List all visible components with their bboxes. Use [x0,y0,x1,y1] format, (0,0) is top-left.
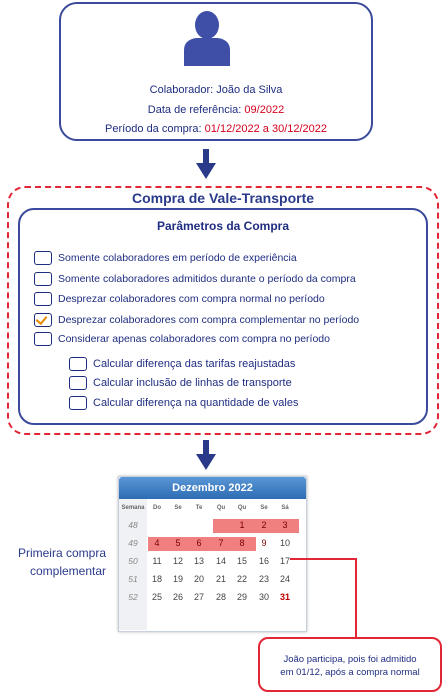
calendar-day[interactable]: 30 [258,592,269,602]
calendar-day[interactable]: 25 [151,592,162,602]
calendar-week-number: 51 [128,574,138,584]
checkbox[interactable] [34,292,52,306]
calendar-day[interactable]: 7 [218,538,224,548]
calendar-day-name: Qu [237,505,247,511]
reference-value: 09/2022 [244,104,285,116]
calendar-day-name: Do [153,505,161,511]
calendar-day[interactable]: 13 [193,556,204,566]
connector-line [290,558,360,640]
calendar [118,476,307,632]
option-label: Somente colaboradores admitidos durante o período da compra [58,273,356,285]
first-complementary-label [2,544,106,580]
sub-option-label: Calcular diferença na quantidade de vales [93,397,299,409]
calendar-day[interactable]: 11 [152,556,162,566]
option-row[interactable] [34,332,330,346]
first-buy-line-2: complementar [29,564,106,578]
option-label: Desprezar colaboradores com compra normal no período [58,293,325,305]
option-row[interactable] [34,292,325,306]
calendar-day[interactable]: 3 [282,520,288,530]
calendar-day[interactable]: 1 [239,520,245,530]
period-value: 01/12/2022 a 30/12/2022 [204,123,328,135]
sub-option-label: Calcular inclusão de linhas de transporte [93,377,292,389]
calendar-day[interactable]: 18 [151,574,162,584]
arrow-down-icon [196,440,216,474]
arrow-down-icon [196,149,216,183]
calendar-day[interactable]: 5 [175,538,181,548]
calendar-day[interactable]: 19 [172,574,183,584]
calendar-day[interactable]: 21 [215,574,226,584]
period-line [61,123,371,135]
checkbox-checked[interactable] [34,313,52,327]
calendar-title: Dezembro 2022 [119,477,306,499]
note-box [258,637,442,692]
calendar-day[interactable]: 31 [279,592,290,602]
calendar-day-name: Qu [216,505,226,511]
calendar-day[interactable]: 14 [215,556,226,566]
calendar-day-name: Sá [281,505,289,511]
calendar-day[interactable]: 23 [258,574,269,584]
calendar-day[interactable]: 26 [172,592,183,602]
params-title: Parâmetros da Compra [156,219,290,233]
calendar-day[interactable]: 22 [236,574,247,584]
calendar-day[interactable]: 29 [236,592,247,602]
calendar-week-number: 49 [128,538,138,548]
calendar-day[interactable]: 16 [258,556,269,566]
sub-option-row[interactable] [69,376,292,390]
option-label: Somente colaboradores em período de experiência [58,252,297,264]
note-line-1: João participa, pois foi admitido [283,654,417,665]
period-label: Período da compra: [104,123,202,135]
reference-line [61,104,371,116]
checkbox[interactable] [34,251,52,265]
calendar-day-name: Te [195,505,203,511]
calendar-day-name: Se [260,505,268,511]
calendar-day[interactable]: 4 [154,538,160,548]
option-row[interactable] [34,313,359,327]
calendar-day[interactable]: 2 [261,520,267,530]
calendar-week-header: Semana [121,505,145,511]
calendar-day[interactable]: 6 [196,538,202,548]
calendar-day[interactable]: 24 [279,574,290,584]
calendar-day[interactable]: 10 [279,538,290,548]
option-label: Desprezar colaboradores com compra complementar no período [58,314,360,326]
calendar-week-number: 52 [128,592,138,602]
sub-option-row[interactable] [69,357,295,371]
sub-option-row[interactable] [69,396,298,410]
note-line-2: em 01/12, após a compra normal [280,667,420,678]
calendar-week-number: 50 [128,556,138,566]
calendar-day-name: Se [174,505,182,511]
calendar-day[interactable]: 9 [261,538,267,548]
option-row[interactable] [34,251,297,265]
option-label: Considerar apenas colaboradores com compra no período [58,333,330,345]
calendar-day[interactable]: 15 [236,556,247,566]
option-row[interactable] [34,272,356,286]
reference-label: Data de referência: [147,104,242,116]
calendar-day[interactable]: 8 [239,538,245,548]
calendar-day[interactable]: 27 [193,592,204,602]
vale-transporte-title: Compra de Vale-Transporte [0,190,446,206]
calendar-day[interactable]: 20 [193,574,204,584]
sub-option-label: Calcular diferença das tarifas reajustadas [93,358,296,370]
collaborator-line [61,84,371,96]
user-avatar-icon [182,10,232,66]
checkbox[interactable] [34,272,52,286]
checkbox[interactable] [34,332,52,346]
collaborator-value: João da Silva [216,84,283,96]
checkbox[interactable] [69,376,87,390]
calendar-day[interactable]: 12 [172,556,183,566]
checkbox[interactable] [69,396,87,410]
checkbox[interactable] [69,357,87,371]
collaborator-label: Colaborador: [149,84,214,96]
calendar-week-number: 48 [128,520,138,530]
first-buy-line-1: Primeira compra [17,546,106,560]
calendar-day[interactable]: 28 [215,592,226,602]
calendar-day[interactable]: 17 [279,556,290,566]
